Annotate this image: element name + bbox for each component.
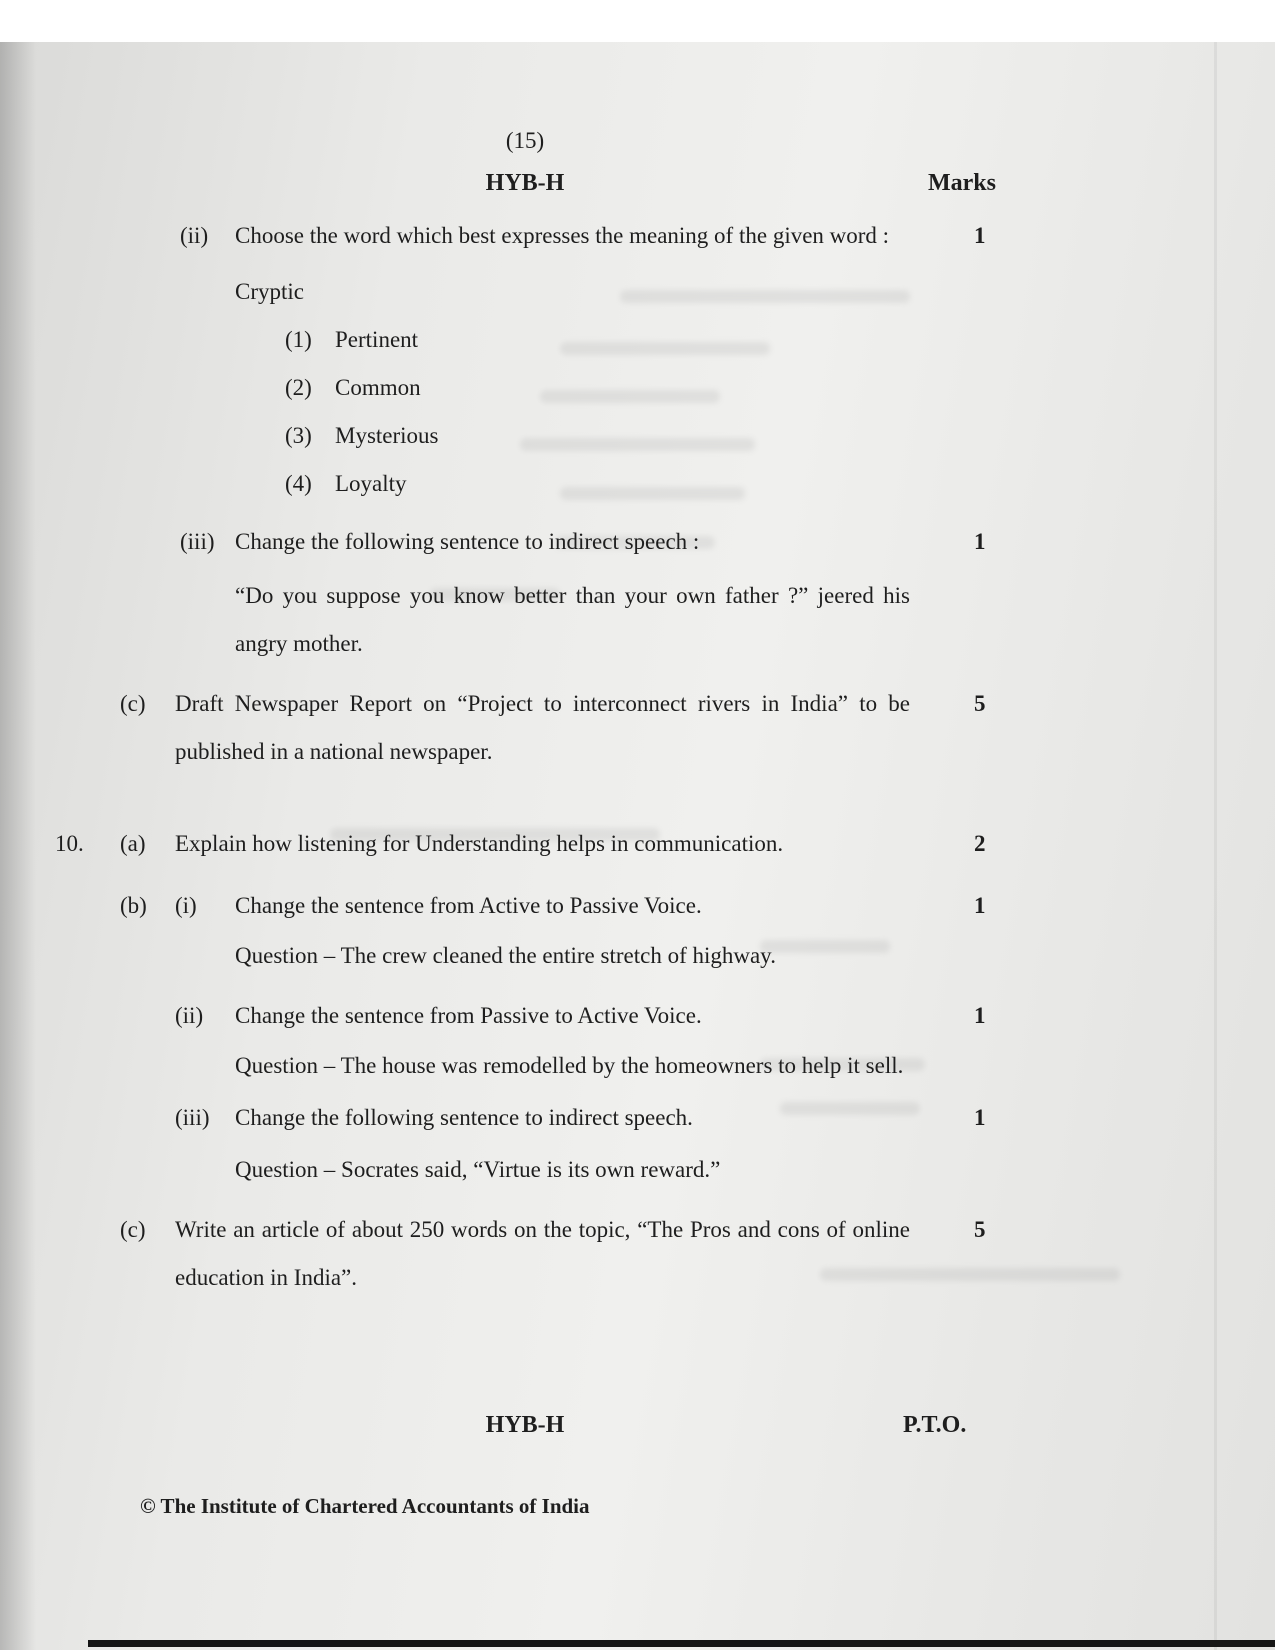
marks-value: 1 [974,529,986,554]
question-9-iii [55,518,1060,566]
option-text: Loyalty [335,471,407,496]
copyright-notice: © The Institute of Chartered Accountants of India [140,1494,590,1518]
option-number: (1) [285,327,312,352]
option-row [55,364,1060,412]
question-text: Explain how listening for Understanding helps in communication. [175,831,784,856]
question-10-b-ii [55,992,1060,1040]
subquestion-label: (a) [120,831,146,856]
subquestion-label: (c) [120,691,146,716]
sentence-row [55,572,1060,668]
subquestion-label: (ii) [180,223,209,248]
subquestion-label: (i) [175,893,197,918]
question-9-c [55,680,1060,776]
pto-label: P.T.O. [903,1412,967,1438]
question-10-b-iii [55,1094,1060,1142]
question-text: Change the following sentence to indirect speech. [235,1105,693,1130]
question-text: Draft Newspaper Report on “Project to interconnect rivers in India” to be published in a national newspaper. [175,691,910,764]
scan-edge-artifact [88,1640,1275,1647]
question-9-ii [55,212,1060,260]
subquestion-label: (b) [120,893,147,918]
question-10-a [55,820,1060,868]
sentence-text: Question – The crew cleaned the entire stretch of highway. [235,943,776,968]
question-text: Change the following sentence to indirect speech : [235,529,700,554]
given-word: Cryptic [235,279,304,304]
option-number: (2) [285,375,312,400]
question-10-b-i [55,882,1060,930]
subquestion-label: (ii) [175,1003,204,1028]
option-text: Pertinent [335,327,419,352]
marks-value: 1 [974,893,986,918]
question-text: Change the sentence from Passive to Active Voice. [235,1003,702,1028]
paper-code-header: HYB-H [485,170,565,196]
option-row [55,412,1060,460]
option-text: Common [335,375,421,400]
sentence-row [55,932,1060,980]
subquestion-label: (c) [120,1217,146,1242]
question-text: Choose the word which best expresses the meaning of the given word : [235,223,890,248]
option-row [55,460,1060,508]
question-text: Change the sentence from Active to Passive Voice. [235,893,702,918]
question-text: Write an article of about 250 words on the topic, “The Pros and cons of online education in India”. [175,1217,910,1290]
sentence-text: “Do you suppose you know better than your own father ?” jeered his angry mother. [235,583,910,656]
marks-column-header: Marks [928,170,996,196]
sentence-row [55,1042,1060,1090]
page-number: (15) [505,128,545,153]
option-number: (4) [285,471,312,496]
option-text: Mysterious [335,423,439,448]
sentence-text: Question – The house was remodelled by the homeowners to help it sell. [235,1053,904,1078]
marks-value: 1 [974,223,986,248]
sentence-text: Question – Socrates said, “Virtue is its own reward.” [235,1157,721,1182]
marks-value: 1 [974,1003,986,1028]
marks-value: 1 [974,1105,986,1130]
marks-value: 2 [974,831,986,856]
marks-value: 5 [974,1217,986,1242]
paper-code-footer: HYB-H [485,1412,565,1438]
subquestion-label: (iii) [175,1105,210,1130]
question-10-c [55,1206,1060,1302]
question-number: 10. [55,831,84,856]
subquestion-label: (iii) [180,529,215,554]
given-word-row [55,268,1060,316]
option-row [55,316,1060,364]
option-number: (3) [285,423,312,448]
marks-value: 5 [974,691,986,716]
question-content [55,212,1060,1302]
sentence-row [55,1146,1060,1194]
